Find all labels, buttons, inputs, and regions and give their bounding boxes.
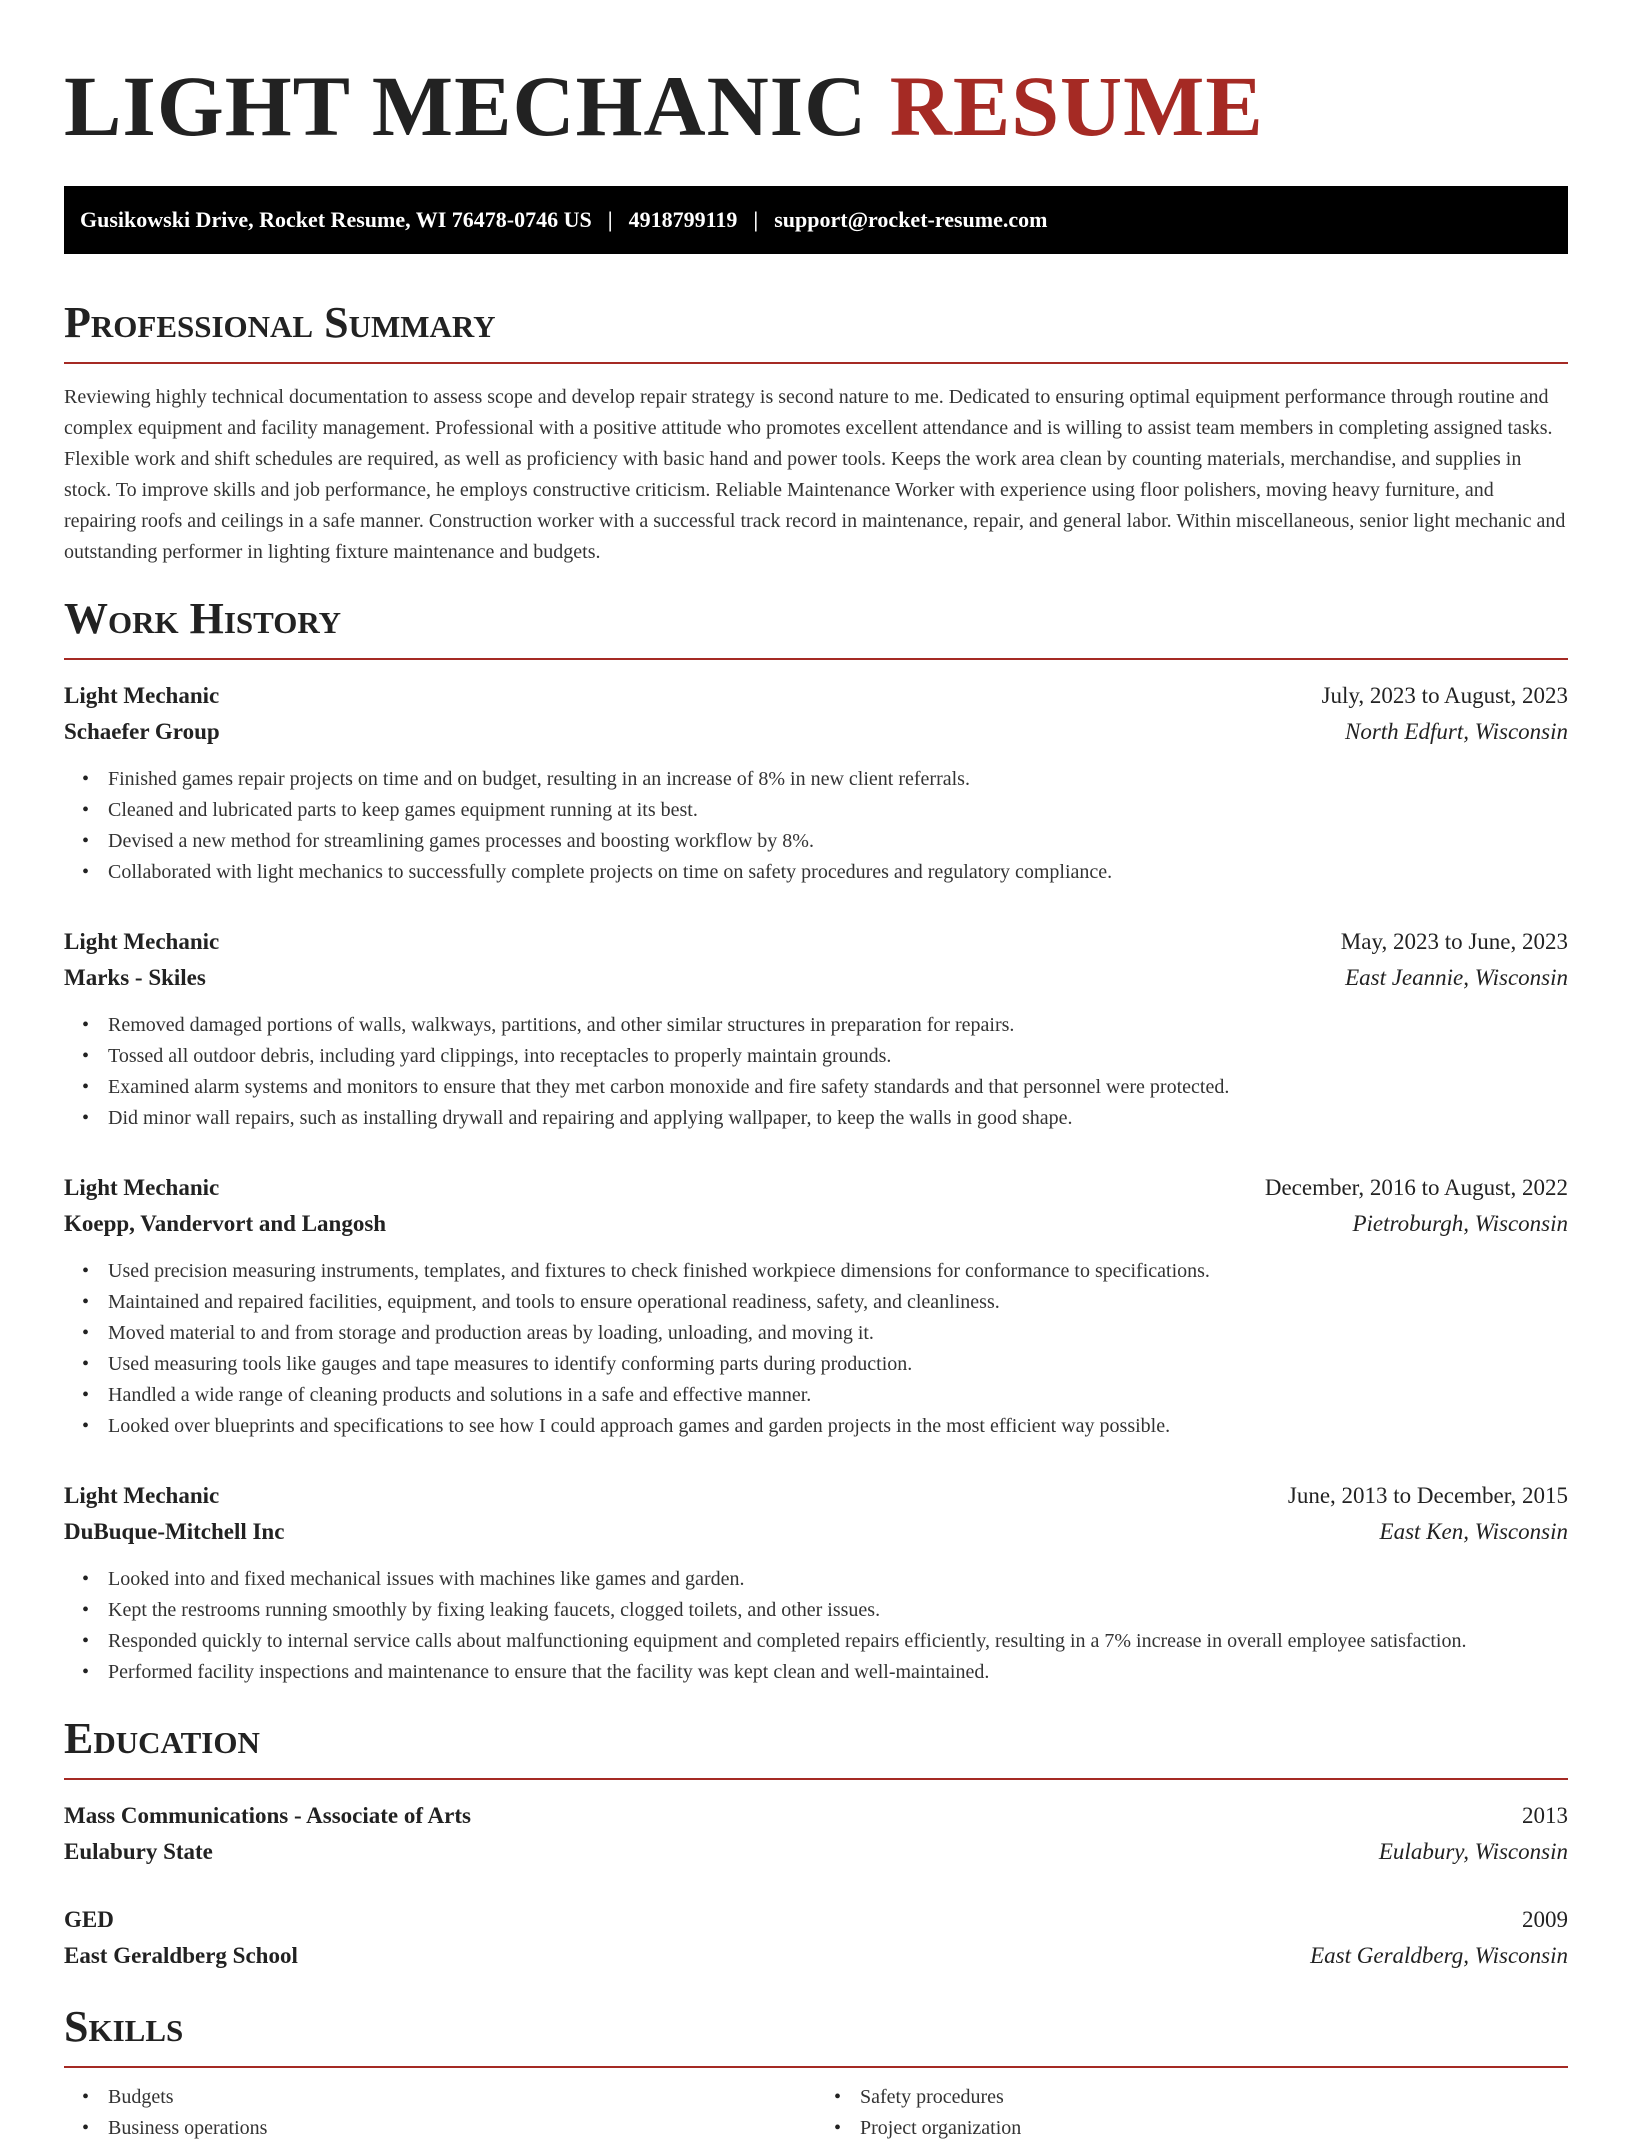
job-title: Light Mechanic — [64, 929, 220, 954]
job-company: Schaefer Group — [64, 719, 220, 744]
contact-separator: | — [607, 207, 613, 232]
job-entry — [64, 1170, 1568, 1442]
job-company: Koepp, Vandervort and Langosh — [64, 1211, 387, 1236]
job-dates: June, 2013 to December, 2015 — [1287, 1483, 1568, 1508]
contact-separator: | — [753, 207, 759, 232]
section-heading: Work History — [64, 594, 342, 643]
skills-right-column — [816, 2082, 1568, 2144]
list-item: • Looked into and fixed mechanical issues with machines like games and garden. — [82, 1564, 1568, 1595]
list-item: • Handled a wide range of cleaning products and solutions in a safe and effective manner. — [82, 1380, 1568, 1411]
job-dates: May, 2023 to June, 2023 — [1340, 929, 1568, 954]
job-location: Pietroburgh, Wisconsin — [1352, 1211, 1568, 1236]
job-bullets — [64, 1256, 1568, 1442]
list-item: • Used measuring tools like gauges and tape measures to identify conforming parts during production. — [82, 1349, 1568, 1380]
education-school: East Geraldberg School — [64, 1943, 298, 1968]
job-dates: July, 2023 to August, 2023 — [1321, 683, 1568, 708]
contact-bar — [64, 186, 1568, 254]
list-item: • Collaborated with light mechanics to successfully complete projects on time on safety procedures and regulatory compliance. — [82, 857, 1568, 888]
section-heading: Professional Summary — [64, 298, 496, 347]
skills-left-column — [64, 2082, 816, 2144]
skill-item: • Business operations — [82, 2113, 816, 2144]
list-item: • Used precision measuring instruments, templates, and fixtures to check finished workpiece dimensions for conformance to specifications. — [82, 1256, 1568, 1287]
section-heading: Skills — [64, 2002, 184, 2051]
summary-text: Reviewing highly technical documentation to assess scope and develop repair strategy is second nature to me. Dedicated to ensuring optimal equipment performance through routine and complex equipment and facility management. Professional with a positive attitude who promotes excellent attendance and is willing to assist team members in completing assigned tasks. Flexible work and shift schedules are required, as well as proficiency with basic hand and power tools. Keeps the work area clean by counting materials, merchandise, and supplies in stock. To improve skills and job performance, he employs constructive criticism. Reliable Maintenance Worker with experience using floor polishers, moving heavy furniture, and repairing roofs and ceilings in a safe manner. Construction worker with a successful track record in maintenance, repair, and general labor. Within miscellaneous, senior light mechanic and outstanding performer in lighting fixture maintenance and budgets. — [64, 386, 1566, 563]
skills-section — [64, 2002, 1568, 2144]
job-company: Marks - Skiles — [64, 965, 206, 990]
education-degree: Mass Communications - Associate of Arts — [64, 1803, 471, 1828]
job-company: DuBuque-Mitchell Inc — [64, 1519, 285, 1544]
education-section — [64, 1714, 1568, 1974]
job-title: Light Mechanic — [64, 1483, 220, 1508]
resume-title — [64, 0, 1568, 156]
skills-columns — [64, 2082, 1568, 2144]
job-bullets — [64, 1564, 1568, 1688]
education-entry — [64, 1798, 1568, 1870]
education-entry — [64, 1902, 1568, 1974]
list-item: • Performed facility inspections and maintenance to ensure that the facility was kept clean and well-maintained. — [82, 1657, 1568, 1688]
job-dates: December, 2016 to August, 2022 — [1264, 1175, 1568, 1200]
list-item: • Moved material to and from storage and production areas by loading, unloading, and moving it. — [82, 1318, 1568, 1349]
list-item: • Looked over blueprints and specifications to see how I could approach games and garden projects in the most efficient way possible. — [82, 1411, 1568, 1442]
section-divider — [64, 1778, 1568, 1780]
education-year: 2013 — [1522, 1803, 1568, 1828]
job-bullets — [64, 764, 1568, 888]
job-title: Light Mechanic — [64, 683, 220, 708]
list-item: • Cleaned and lubricated parts to keep games equipment running at its best. — [82, 795, 1568, 826]
job-entry — [64, 678, 1568, 888]
work-section — [64, 594, 1568, 1688]
skill-item: • Safety procedures — [834, 2082, 1568, 2113]
list-item: • Maintained and repaired facilities, equipment, and tools to ensure operational readiness, safety, and cleanliness. — [82, 1287, 1568, 1318]
education-year: 2009 — [1522, 1907, 1568, 1932]
list-item: • Examined alarm systems and monitors to ensure that they met carbon monoxide and fire safety standards and that personnel were protected. — [82, 1072, 1568, 1103]
job-location: East Ken, Wisconsin — [1379, 1519, 1568, 1544]
list-item: • Did minor wall repairs, such as installing drywall and repairing and applying wallpaper, to keep the walls in good shape. — [82, 1103, 1568, 1134]
title-main: LIGHT MECHANIC — [64, 58, 868, 154]
job-location: North Edfurt, Wisconsin — [1345, 719, 1568, 744]
title-accent: RESUME — [889, 58, 1264, 154]
job-entry — [64, 1478, 1568, 1688]
list-item: • Removed damaged portions of walls, walkways, partitions, and other similar structures in preparation for repairs. — [82, 1010, 1568, 1041]
list-item: • Tossed all outdoor debris, including yard clippings, into receptacles to properly maintain grounds. — [82, 1041, 1568, 1072]
education-location: East Geraldberg, Wisconsin — [1310, 1943, 1568, 1968]
section-divider — [64, 658, 1568, 660]
section-heading: Education — [64, 1714, 260, 1763]
list-item: • Kept the restrooms running smoothly by fixing leaking faucets, clogged toilets, and other issues. — [82, 1595, 1568, 1626]
education-school: Eulabury State — [64, 1839, 213, 1864]
job-location: East Jeannie, Wisconsin — [1345, 965, 1568, 990]
section-divider — [64, 362, 1568, 364]
contact-phone: 4918799119 — [628, 207, 738, 232]
skill-item: • Budgets — [82, 2082, 816, 2113]
education-degree: GED — [64, 1907, 114, 1932]
contact-address: Gusikowski Drive, Rocket Resume, WI 76478-0746 US — [80, 207, 592, 232]
job-bullets — [64, 1010, 1568, 1134]
list-item: • Responded quickly to internal service calls about malfunctioning equipment and completed repairs efficiently, resulting in a 7% increase in overall employee satisfaction. — [82, 1626, 1568, 1657]
job-entry — [64, 924, 1568, 1134]
list-item: • Finished games repair projects on time and on budget, resulting in an increase of 8% in new client referrals. — [82, 764, 1568, 795]
section-divider — [64, 2066, 1568, 2068]
list-item: • Devised a new method for streamlining games processes and boosting workflow by 8%. — [82, 826, 1568, 857]
skill-item: • Project organization — [834, 2113, 1568, 2144]
job-title: Light Mechanic — [64, 1175, 220, 1200]
contact-email: support@rocket-resume.com — [774, 207, 1048, 232]
summary-section — [64, 298, 1568, 568]
education-location: Eulabury, Wisconsin — [1378, 1839, 1568, 1864]
